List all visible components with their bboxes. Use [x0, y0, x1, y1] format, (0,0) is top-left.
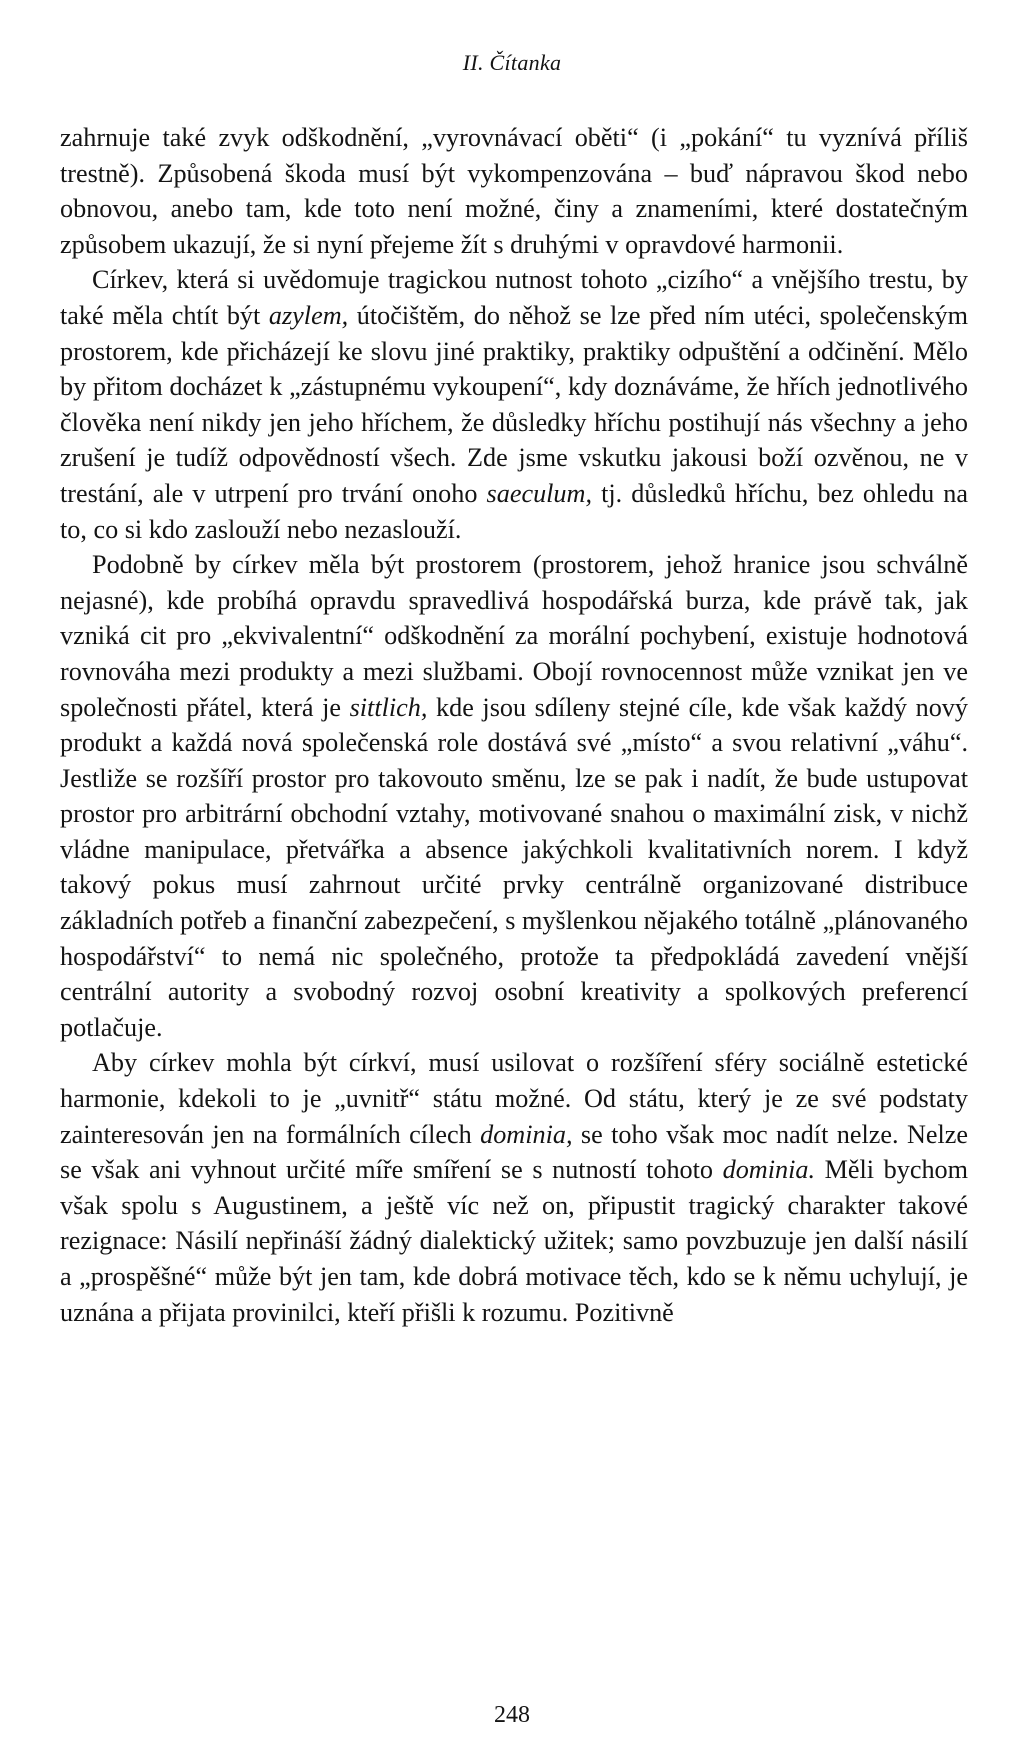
paragraph-3-text-a: Podobně by církev měla být prostorem (prostorem, jehož hranice jsou schválně nejasné), kde probíhá opravdu spravedlivá hospodářská burza, kde právě tak, jak vzniká cit pro „ekvivalentní“ odškodnění za morální pochybení, existuje hodnotová rovnováha mezi produkty a mezi službami. Obojí rovnocennost může vznikat jen ve společnosti přátel, která je	[60, 550, 968, 722]
paragraph-4-text-a: Aby církev mohla být církví, musí usilovat o rozšíření sféry sociálně estetické harmonie, kdekoli to je „uvnitř“ státu možné. Od státu, který je ze své podstaty zainteresován jen na formálních cílech	[60, 1048, 968, 1149]
emphasis-dominia-1: dominia,	[480, 1119, 573, 1149]
paragraph-3-text-b: kde jsou sdíleny stejné cíle, kde však každý nový produkt a každá nová společenská role dostává své „místo“ a svou relativní „váhu“. Jestliže se rozšíří prostor pro takovouto směnu, lze se pak i nadít, že bude ustupovat prostor pro arbitrární obchodní vztahy, motivované snahou o maximální zisk, v nichž vládne manipulace, přetvářka a absence jakýchkoli kvalitativních norem. I když takový pokus musí zahrnout určité prvky centrálně organizované distribuce základních potřeb a finanční zabezpečení, s myšlenkou nějakého totálně „plánovaného hospodářství“ to nemá nic společného, protože ta předpokládá zavedení vnější centrální autority a svobodný rozvoj osobní kreativity a spolkových preferencí potlačuje.	[60, 692, 968, 1042]
emphasis-sittlich: sittlich,	[349, 692, 428, 722]
paragraph-2-text-c: tj. důsledků hříchu, bez ohledu na to, co si kdo zaslouží nebo nezaslouží.	[60, 478, 968, 544]
paragraph-2	[60, 262, 968, 547]
paragraph-1-text: zahrnuje také zvyk odškodnění, „vyrovnávací oběti“ (i „pokání“ tu vyznívá příliš trestně). Způsobená škoda musí být vykompenzována – buď nápravou škod nebo obnovou, anebo tam, kde toto není možné, činy a znameními, které dostatečným způsobem ukazují, že si nyní přejeme žít s druhými v opravdové harmonii.	[60, 123, 968, 259]
paragraph-2-text-a: Církev, která si uvědomuje tragickou nutnost tohoto „cizího“ a vnějšího trestu, by také měla chtít být	[60, 265, 968, 330]
paragraph-1	[60, 120, 968, 262]
emphasis-saeculum: saeculum,	[486, 478, 592, 508]
paragraph-4-text-c: Měli bychom však spolu s Augustinem, a ještě víc než on, připustit tragický charakter takové rezignace: Násilí nepřináší žádný dialektický užitek; samo povzbuzuje jen další násilí a „prospěšné“ může být jen tam, kde dobrá motivace těch, kdo se k němu uchylují, je uznána a přijata provinilci, kteří přišli k rozumu. Pozitivně	[60, 1155, 969, 1327]
paragraph-3	[60, 547, 968, 1045]
page-number: 248	[494, 1702, 530, 1728]
body-text	[60, 120, 968, 1330]
paragraph-4-text-b: se toho však moc nadít nelze. Nelze se však ani vyhnout určité míře smíření se s nutností tohoto	[60, 1119, 969, 1185]
paragraph-4	[60, 1045, 968, 1330]
paragraph-2-text-b: útočištěm, do něhož se lze před ním utéci, společenským prostorem, kde přicházejí ke slovu jiné praktiky, praktiky odpuštění a odčinění. Mělo by přitom docházet k „zástupnému vykoupení“, kdy doznáváme, že hřích jednotlivého člověka není nikdy jen jeho hříchem, že důsledky hříchu postihují nás všechny a jeho zrušení je tudíž odpovědností všech. Zde jsme vskutku jakousi boží ozvěnou, ne v trestání, ale v utrpení pro trvání onoho	[60, 300, 969, 508]
running-head: II. Čítanka	[462, 50, 562, 75]
emphasis-azylem: azylem,	[268, 300, 349, 330]
emphasis-dominia-2: dominia.	[722, 1155, 815, 1185]
